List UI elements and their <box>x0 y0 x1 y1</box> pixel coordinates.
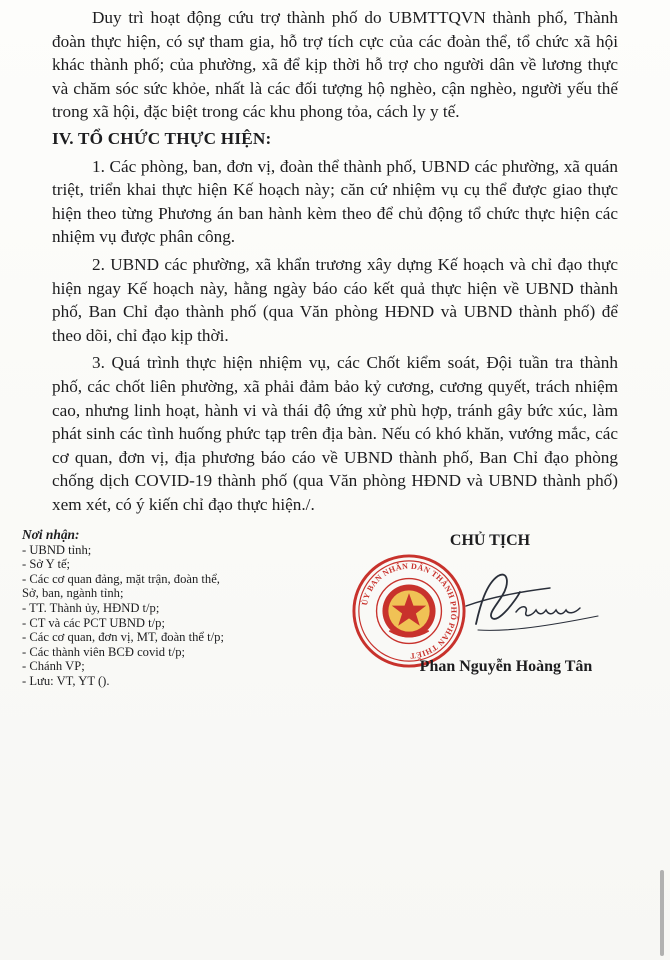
recipient-item: - CT và các PCT UBND t/p; <box>22 615 165 630</box>
recipients-list <box>22 543 322 689</box>
section-heading <box>52 127 618 151</box>
position-title: CHỦ TỊCH <box>449 532 531 549</box>
recipient-item: - Các cơ quan, đơn vị, MT, đoàn thể t/p; <box>22 630 224 645</box>
recipients-block <box>22 528 322 689</box>
official-seal <box>350 552 468 670</box>
paragraph-item-3: 3. Quá trình thực hiện nhiệm vụ, các Chốt kiểm soát, Đội tuần tra thành phố, các chốt liên phường, xã phải đảm bảo kỷ cương, cương quyết, trách nhiệm cao, nhưng linh hoạt, hành vi và thái độ ứng xử phù hợp, tránh gây bức xúc, làm phát sinh các tình huống phức tạp trên địa bàn. Nếu có khó khăn, vướng mắc, các cơ quan, đơn vị, địa phương báo cáo về UBND thành phố, Ban Chỉ đạo phòng chống dịch COVID-19 thành phố (qua Văn phòng HĐND và UBND thành phố) xem xét, có ý kiến chỉ đạo thực hiện./. <box>52 353 618 514</box>
handwritten-signature <box>458 566 608 646</box>
paragraph-item-1: 1. Các phòng, ban, đơn vị, đoàn thể thành phố, UBND các phường, xã quán triệt, triển khai thực hiện Kế hoạch này; căn cứ nhiệm vụ cụ thể được giao thực hiện theo từng Phương án ban hành kèm theo để chủ động tổ chức thực hiện các nhiệm vụ được phân công. <box>52 156 618 247</box>
seal-text: ỦY BAN NHÂN DÂN THÀNH PHỐ PHAN THIẾT <box>360 561 459 661</box>
recipient-item: Sở, ban, ngành tỉnh; <box>22 586 124 601</box>
recipients-title: Nơi nhận: <box>22 527 80 542</box>
document-body <box>52 6 618 516</box>
paragraph-item-2: 2. UBND các phường, xã khẩn trương xây dựng Kế hoạch và chỉ đạo thực hiện ngay Kế hoạch này, hằng ngày báo cáo kết quả thực hiện về UBND thành phố, Ban Chỉ đạo thành phố (qua Văn phòng HĐND và UBND thành phố) để theo dõi, chỉ đạo kịp thời. <box>52 254 618 345</box>
signer-name: Phan Nguyễn Hoàng Tân <box>419 658 593 675</box>
recipient-item: - Lưu: VT, YT (). <box>22 673 110 688</box>
section-heading-text: IV. TỔ CHỨC THỰC HIỆN: <box>52 128 272 148</box>
signature-block <box>340 530 640 690</box>
recipient-item: - UBND tỉnh; <box>22 542 92 557</box>
scrollbar-thumb[interactable] <box>660 870 664 956</box>
paragraph-relief: Duy trì hoạt động cứu trợ thành phố do UBMTTQVN thành phố, Thành đoàn thực hiện, có sự tham gia, hỗ trợ tích cực của các đoàn thể, tổ chức xã hội khác thành phố; của phường, xã để kịp thời hỗ trợ cho người dân về lương thực và chăm sóc sức khỏe, nhất là các đối tượng hộ nghèo, cận nghèo, người yếu thế trong xã hội, đặc biệt trong các khu phong tỏa, cách ly y tế. <box>52 8 618 122</box>
recipient-item: - Các cơ quan đảng, mặt trận, đoàn thể, <box>22 571 220 586</box>
recipient-item: - TT. Thành ủy, HĐND t/p; <box>22 600 160 615</box>
recipient-item: - Chánh VP; <box>22 659 85 674</box>
recipient-item: - Sở Y tế; <box>22 557 71 572</box>
recipient-item: - Các thành viên BCĐ covid t/p; <box>22 644 185 659</box>
